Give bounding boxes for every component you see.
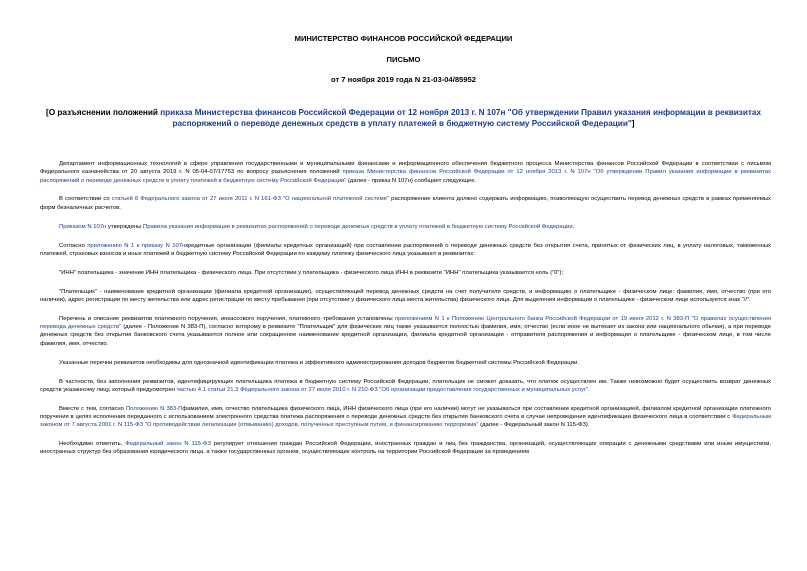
- paragraph-text: Согласно: [59, 242, 88, 249]
- paragraph-text: (далее - Положение N 383-П), согласно которому в реквизите "Плательщик" для физических лиц также указывается полностью фамилия, имя, отчество (если иное не вытекает из закона или национального обычая), а при переводе денежных средств без открытия банковского счета указываются полное или сокращенное наименование кредитной организации, филиала кредитной организации - отправителя распоряжения и информация о плательщике - физическом лице, в том числе фамилия, имя, отчество.: [40, 324, 771, 347]
- document-subject: [40, 107, 767, 129]
- paragraph-2: [40, 195, 771, 212]
- paragraph-text: (далее - Федеральный закон N 115-ФЗ).: [478, 422, 590, 429]
- ministry-title: МИНИСТЕРСТВО ФИНАНСОВ РОССИЙСКОЙ ФЕДЕРАЦИИ: [294, 34, 513, 43]
- paragraph-4: [40, 242, 771, 259]
- paragraph-1: [40, 160, 771, 185]
- document-date-number: от 7 ноября 2019 года N 21-03-04/85952: [331, 75, 476, 84]
- paragraph-3: [40, 223, 771, 231]
- paragraph-text: .: [588, 386, 590, 393]
- paragraph-7: [40, 315, 771, 348]
- subject-open: [О разъяснении положений: [45, 108, 161, 117]
- law-161fz-article8-link[interactable]: статьей 8 Федерального закона от 27 июня 2011 г. N 161-ФЗ "О национальной платежной системе": [111, 196, 390, 203]
- paragraph-text: В соответствии со: [59, 196, 112, 203]
- subject-order-link[interactable]: приказа Министерства финансов Российской Федерации от 12 ноября 2013 г. N 107н "Об утверждении Правил указания информации в реквизитах распоряжений о переводе денежных средств в уплату платежей в бюджетную систему Российской Федерации": [160, 108, 762, 128]
- document-type: ПИСЬМО: [386, 55, 421, 64]
- paragraph-text: В частности, без заполнения реквизитов, идентифицирующих плательщика платежа в бюджетную систему Российской Федерации, плательщик не сможет доказать, что платеж осуществлен им. Также невозможно будет осуществить возврат денежных средств указанному лицу, который предусмотрен: [40, 378, 771, 393]
- paragraph-text: Вместе с тем, согласно: [59, 405, 126, 412]
- law-210fz-link[interactable]: частью 4.1 статьи 21.3 Федерального закона от 27 июля 2010 г. N 210-ФЗ "Об организации предоставления государственных и муниципальных услуг": [176, 386, 589, 393]
- paragraph-text: Необходимо отметить,: [59, 441, 126, 448]
- paragraph-text: "ИНН" плательщика - значение ИНН плательщика - физического лица. При отсутствии у плательщика - физического лица ИНН в реквизите "ИНН" плательщика указывается ноль ("0");: [59, 269, 564, 276]
- regulation-383p-link[interactable]: Положению N 383-П: [125, 405, 183, 412]
- paragraph-text: фамилия, имя, отчество плательщика физического лица, ИНН физического лица (при его наличии) могут не указываться при составлении кредитной организацией, филиалом кредитной организации платежного поручения в целях исполнения переданного с использованием электронного средства платежа распоряжения о переводе денежных средств без открытия банковского счета в случае непроведения идентификации физического лица в соответствии с: [40, 405, 772, 420]
- paragraph-text: распоряжение клиента должно содержать информацию, позволяющую осуществить перевод денежных средств в рамках применяемых форм безналичных расчетов.: [40, 196, 771, 211]
- paragraph-text: .: [572, 223, 575, 230]
- paragraph-6: [40, 288, 771, 305]
- document-body: [40, 160, 771, 467]
- subject-close: ]: [631, 119, 635, 128]
- rules-link[interactable]: Правила указания информации в реквизитах распоряжений о переводе денежных средств в уплату платежей в бюджетную систему Российской Федерации: [142, 223, 573, 230]
- regulation-383p-appendix-link[interactable]: приложением N 1 к Положению Центрального банка Российской Федерации от 19 июня 2012 г. N 383-П "О правилах осуществления перевода денежных средств": [40, 315, 772, 331]
- paragraph-8: [40, 359, 771, 367]
- paragraph-text: "Плательщик" - наименование кредитной организации (филиала кредитной организации), осуществляющей перевод денежных средств на счет получателя средств, и информацию о плательщике - физическом лице: фамилия, имя, отчество (при его наличии), адрес регистрации по месту жительства или адрес регистрации по месту пребывания (при отсутствии у физического лица места жительства) физического лица. Для выделения информации о плательщике - физическом лице используется знак "//".: [40, 288, 771, 303]
- law-115fz-link[interactable]: Федеральный закон N 115-ФЗ: [125, 441, 211, 448]
- appendix-1-order-107n-link[interactable]: приложению N 1 к приказу N 107н: [87, 242, 186, 249]
- paragraph-text: регулирует отношения граждан Российской Федерации, иностранных граждан и лиц без гражданства, организаций, осуществляющих операции с денежными средствами или иным имуществом, иностранных структур без образования юридического лица, а также государственных органов, осуществляющих контроль на территории Российской Федерации за проведением: [40, 441, 771, 456]
- paragraph-5: [40, 269, 771, 277]
- paragraph-text: Департамент информационных технологий в сфере управления государственными и муниципальными финансами и информационного обеспечения бюджетного процесса Министерства финансов Российской Федерации в соответствии с письмом Федерального казначейства от 20 августа 2019 г. N 05-04-07/17753 по вопросу разъяснения положений: [40, 161, 771, 176]
- paragraph-9: [40, 378, 771, 395]
- paragraph-text: Перечень и описание реквизитов платежного поручения, инкассового поручения, платежного требования установлены: [59, 315, 395, 322]
- law-115fz-full-link[interactable]: Федеральным законом от 7 августа 2001 г. N 115-ФЗ "О противодействии легализации (отмыванию) доходов, полученных преступным путем, и финансированию терроризма": [40, 413, 771, 429]
- paragraph-10: [40, 405, 771, 430]
- order-107n-short-link[interactable]: Приказом N 107н: [59, 223, 107, 230]
- order-107n-link[interactable]: приказа Министерства финансов Российской Федерации от 12 ноября 2013 г. N 107н "Об утверждении Правил указания информации в реквизитах распоряжений о переводе денежных средств в уплату платежей в бюджетную систему Российской Федерации": [40, 169, 771, 184]
- paragraph-text: (далее - приказ N 107н) сообщает следующее.: [346, 177, 477, 184]
- paragraph-11: [40, 440, 771, 457]
- paragraph-text: утверждены: [106, 223, 143, 230]
- paragraph-text: Указанные перечни реквизитов необходимы для однозначной идентификации платежа и эффективного администрирования доходов бюджетов бюджетной системы Российской Федерации.: [59, 359, 579, 366]
- paragraph-text: кредитные организации (филиалы кредитных организаций) при составлении распоряжений о переводе денежных средств без открытия счета, принятых от физических лиц, в уплату налоговых, таможенных платежей, страховых взносов и иных платежей в бюджетную систему Российской Федерации по каждому платежу физического лица указывают в реквизитах:: [40, 242, 772, 257]
